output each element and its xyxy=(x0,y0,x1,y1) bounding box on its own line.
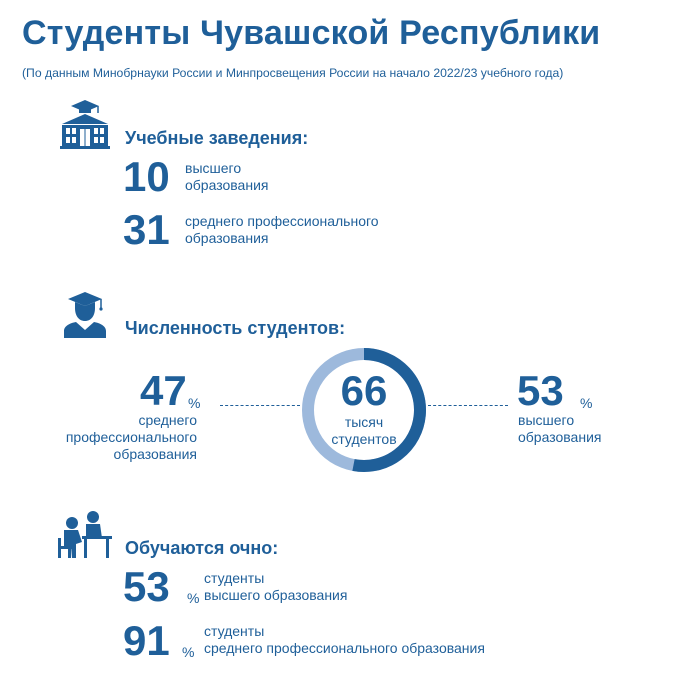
fulltime-heading: Обучаются очно: xyxy=(125,538,279,558)
fulltime-secondary-label: студенты среднего профессионального образования xyxy=(204,623,485,656)
secondary-institutions-count: 31 xyxy=(123,206,170,253)
fulltime-secondary-value: 91 xyxy=(123,617,170,664)
secondary-share-pct: % xyxy=(188,395,201,411)
fulltime-higher-value: 53 xyxy=(123,563,170,610)
university-building-icon xyxy=(58,98,112,152)
page-subtitle: (По данным Минобрнауки России и Минпросвещения России на начало 2022/23 учебного года) xyxy=(22,66,564,80)
students-at-desk-icon xyxy=(56,508,114,560)
students-heading: Численность студентов: xyxy=(125,318,346,338)
graduate-student-icon xyxy=(62,290,108,338)
fulltime-higher-pct: % xyxy=(187,590,200,606)
higher-share-label: высшего образования xyxy=(518,412,602,445)
secondary-institutions-label: среднего профессионального образования xyxy=(185,213,379,246)
students-total-label: тысяч студентов xyxy=(331,414,397,447)
right-connector xyxy=(428,405,508,406)
fulltime-secondary-pct: % xyxy=(182,644,195,660)
page-title: Студенты Чувашской Республики xyxy=(22,14,601,52)
higher-share-value: 53 xyxy=(517,367,564,414)
secondary-share-value: 47 xyxy=(140,367,187,414)
left-connector xyxy=(220,405,300,406)
higher-institutions-count: 10 xyxy=(123,153,170,200)
higher-institutions-label: высшего образования xyxy=(185,160,269,193)
fulltime-higher-label: студенты высшего образования xyxy=(204,570,348,603)
secondary-share-label: среднего профессионального образования xyxy=(65,412,197,462)
institutions-heading: Учебные заведения: xyxy=(125,128,309,148)
higher-share-pct: % xyxy=(580,395,593,411)
students-total-value: 66 xyxy=(340,367,388,414)
